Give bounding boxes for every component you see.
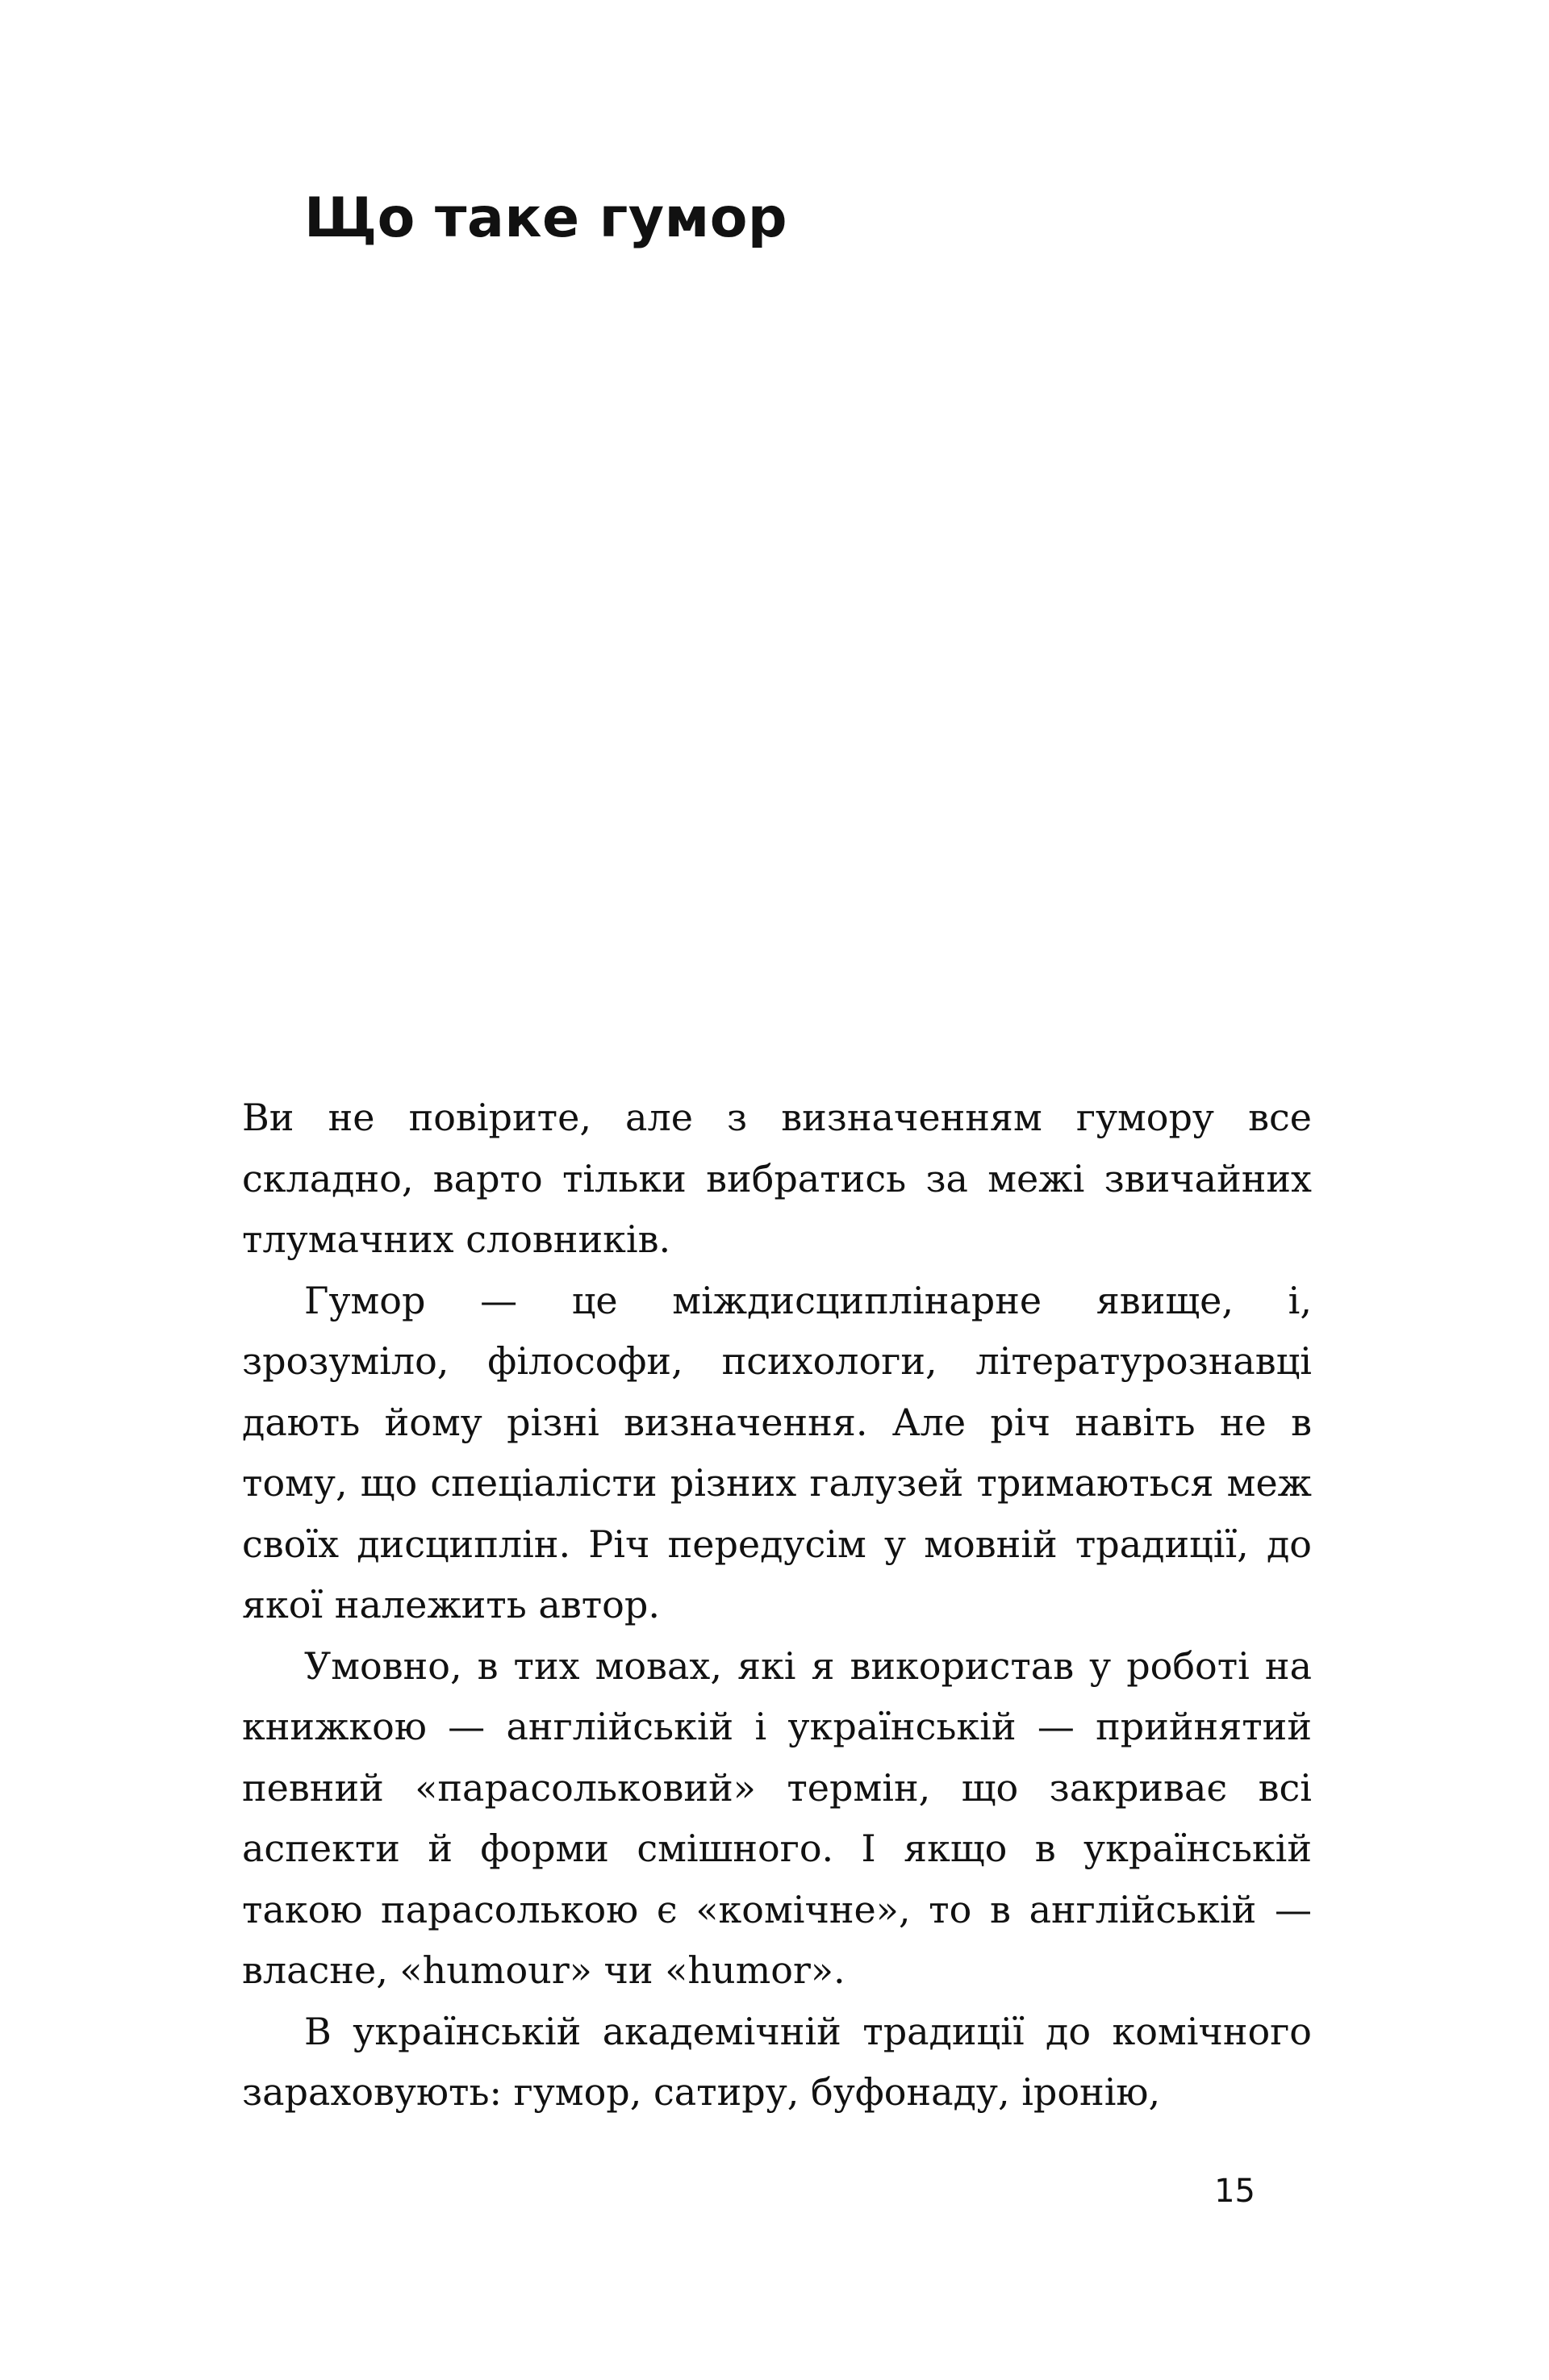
body-text [242, 1088, 1312, 2123]
chapter-title: Що таке гумор [304, 186, 788, 250]
paragraph-1: Ви не повірите, але з визначенням гумору все складно, варто тільки вибратись за межі звичайних тлумачних словників. [242, 1096, 1312, 1261]
paragraph-3: Умовно, в тих мовах, які я використав у роботі на книжкою — англійській і українській — прийнятий певний «парасольковий» термін, що закриває всі аспекти й форми смішного. І якщо в українській такою парасолькою є «комічне», то в англійській — власне, «humour» чи «humor». [242, 1643, 1312, 1992]
paragraph-2: Гумор — це міждисциплінарне явище, і, зрозуміло, філософи, психологи, літературознавці дають йому різні визначення. Але річ навіть не в тому, що спеціалісти різних галузей тримаються меж своїх дисциплін. Річ передусім у мовній традиції, до якої належить автор. [242, 1278, 1312, 1626]
page-number: 15 [1214, 2173, 1255, 2210]
paragraph-4: В українській академічній традиції до комічного зараховують: гумор, сатиру, буфонаду, іронію, [242, 2009, 1312, 2114]
